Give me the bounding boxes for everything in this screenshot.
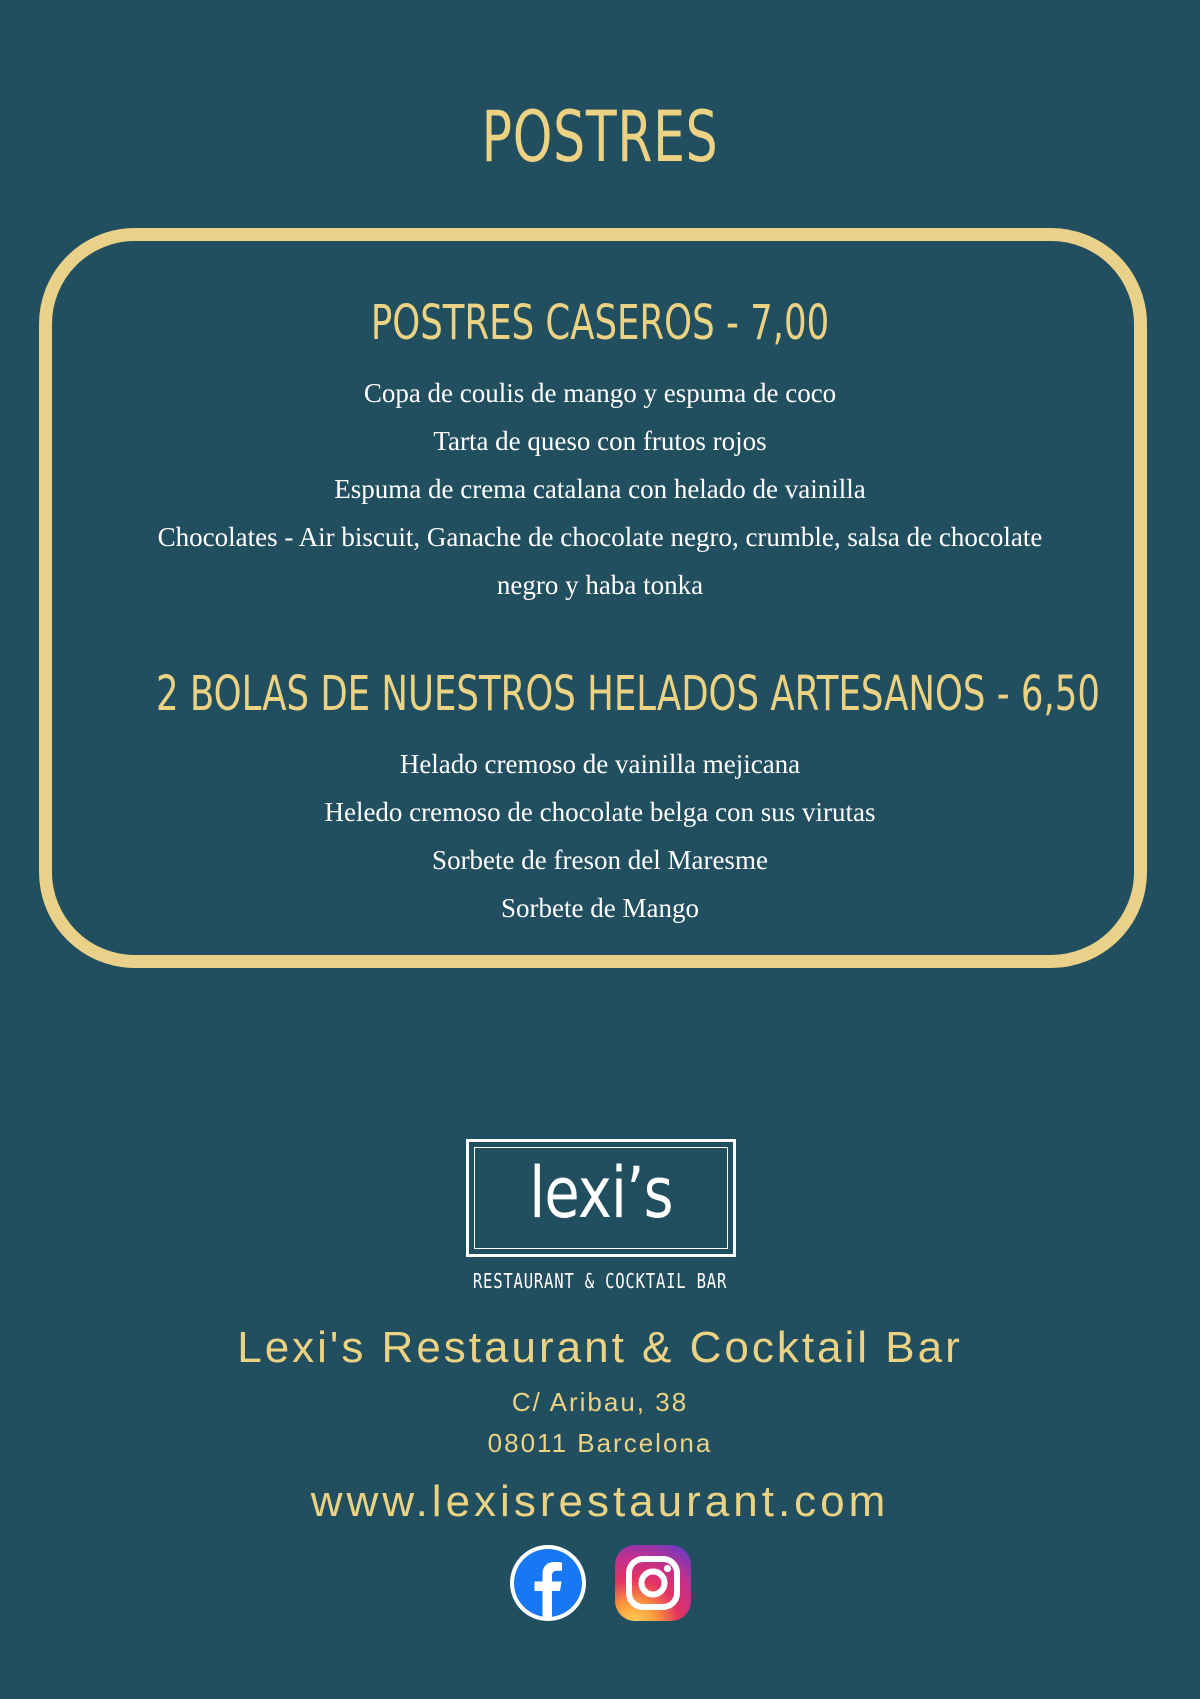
list-item: Tarta de queso con frutos rojos: [433, 426, 767, 456]
address-line-1: C/ Aribau, 38: [511, 1387, 689, 1417]
list-item: Espuma de crema catalana con helado de vainilla: [334, 474, 866, 504]
helados-list: [70, 740, 1130, 932]
restaurant-name: Lexi's Restaurant & Cocktail Bar: [237, 1323, 963, 1372]
instagram-link[interactable]: [613, 1543, 693, 1623]
website-link[interactable]: www.lexisrestaurant.com: [310, 1477, 890, 1526]
facebook-icon: [508, 1543, 588, 1623]
page-title: POSTRES: [481, 96, 719, 178]
list-item: Copa de coulis de mango y espuma de coco: [363, 378, 837, 408]
logo: [466, 1139, 736, 1257]
section-heading-helados: 2 BOLAS DE NUESTROS HELADOS ARTESANOS - 6,50: [156, 666, 1100, 722]
postres-caseros-list: [70, 369, 1130, 609]
logo-tagline: RESTAURANT & COCKTAIL BAR: [472, 1269, 728, 1293]
logo-wordmark: lexi’s: [529, 1152, 673, 1234]
list-item: Chocolates - Air biscuit, Ganache de chocolate negro, crumble, salsa de chocolate: [157, 522, 1043, 552]
list-item: Sorbete de freson del Maresme: [432, 845, 768, 875]
instagram-icon: [613, 1543, 693, 1623]
list-item: negro y haba tonka: [496, 570, 704, 600]
list-item: Heledo cremoso de chocolate belga con sus virutas: [324, 797, 876, 827]
section-heading-postres-caseros: POSTRES CASEROS - 7,00: [370, 295, 830, 351]
list-item: Sorbete de Mango: [501, 893, 699, 923]
list-item: Helado cremoso de vainilla mejicana: [399, 749, 801, 779]
address-line-2: 08011 Barcelona: [487, 1428, 713, 1458]
facebook-link[interactable]: [508, 1543, 588, 1623]
